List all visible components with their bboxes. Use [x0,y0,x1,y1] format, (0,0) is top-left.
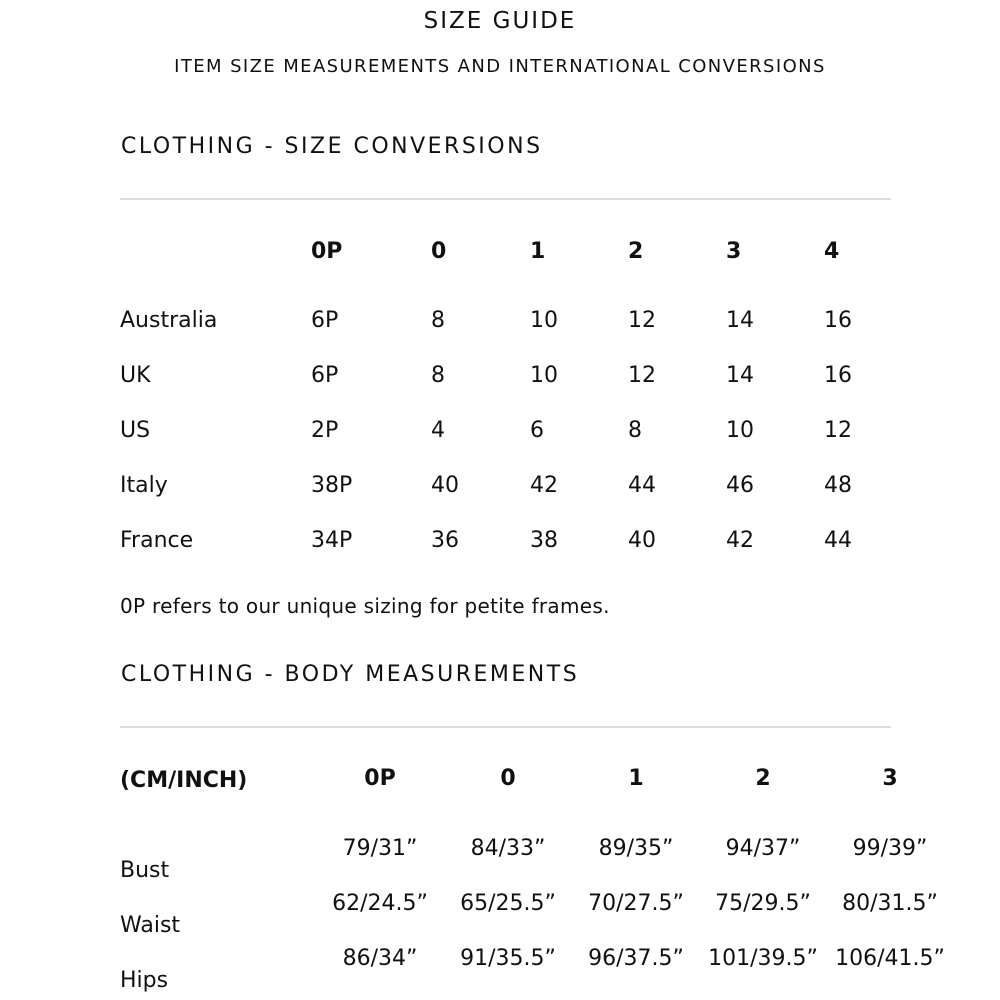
measurements-row-label: Hips [120,968,169,993]
page-title: SIZE GUIDE [423,8,577,34]
conversions-cell: 16 [824,308,852,333]
conversions-cell: 40 [431,473,459,498]
measurements-cell: 75/29.5” [715,891,811,916]
conversions-cell: 6P [311,363,339,388]
measurements-cell: 84/33” [470,836,546,861]
measurements-cell: 89/35” [598,836,674,861]
conversions-cell: 16 [824,363,852,388]
conversions-cell: 42 [726,528,754,553]
measurements-cell: 70/27.5” [588,891,684,916]
conversions-row-label: France [120,528,194,553]
measurements-cell: 62/24.5” [332,891,428,916]
measurements-cell: 94/37” [725,836,801,861]
conversions-heading: CLOTHING - SIZE CONVERSIONS [121,134,543,159]
measurements-row-label: Waist [120,913,181,938]
petite-note: 0P refers to our unique sizing for petite frames. [120,594,610,618]
conversions-cell: 48 [824,473,852,498]
conversions-column-header: 0P [311,239,343,264]
conversions-column-header: 3 [726,239,742,264]
conversions-cell: 4 [431,418,445,443]
conversions-row-label: UK [120,363,151,388]
measurements-cell: 101/39.5” [708,946,818,971]
measurements-cell: 65/25.5” [460,891,556,916]
measurements-cell: 86/34” [342,946,418,971]
conversions-cell: 12 [824,418,852,443]
conversions-cell: 6 [530,418,544,443]
measurements-column-header: 1 [628,766,644,791]
conversions-cell: 14 [726,308,754,333]
measurements-cell: 96/37.5” [588,946,684,971]
measurements-column-header: 0P [364,766,396,791]
conversions-cell: 34P [311,528,353,553]
conversions-cell: 46 [726,473,754,498]
conversions-cell: 38P [311,473,353,498]
conversions-column-header: 2 [628,239,644,264]
conversions-column-header: 4 [824,239,840,264]
measurements-cell: 80/31.5” [842,891,938,916]
measurements-cell: 106/41.5” [835,946,945,971]
conversions-row-label: Italy [120,473,168,498]
conversions-row-label: US [120,418,151,443]
conversions-cell: 40 [628,528,656,553]
measurements-heading: CLOTHING - BODY MEASUREMENTS [121,662,580,687]
conversions-cell: 38 [530,528,558,553]
conversions-cell: 14 [726,363,754,388]
unit-header: (CM/INCH) [120,768,248,793]
conversions-cell: 10 [726,418,754,443]
measurements-column-header: 3 [882,766,898,791]
conversions-column-header: 0 [431,239,447,264]
measurements-row-label: Bust [120,858,170,883]
measurements-cell: 99/39” [852,836,928,861]
conversions-column-header: 1 [530,239,546,264]
conversions-cell: 36 [431,528,459,553]
measurements-column-header: 2 [755,766,771,791]
conversions-row-label: Australia [120,308,218,333]
conversions-cell: 2P [311,418,339,443]
conversions-cell: 44 [628,473,656,498]
conversions-cell: 10 [530,308,558,333]
measurements-cell: 91/35.5” [460,946,556,971]
conversions-cell: 6P [311,308,339,333]
conversions-cell: 8 [431,308,445,333]
conversions-cell: 12 [628,363,656,388]
page-subtitle: ITEM SIZE MEASUREMENTS AND INTERNATIONAL CONVERSIONS [174,56,826,77]
conversions-cell: 8 [628,418,642,443]
conversions-cell: 10 [530,363,558,388]
conversions-cell: 42 [530,473,558,498]
measurements-cell: 79/31” [342,836,418,861]
measurements-column-header: 0 [500,766,516,791]
conversions-cell: 44 [824,528,852,553]
conversions-cell: 8 [431,363,445,388]
conversions-cell: 12 [628,308,656,333]
